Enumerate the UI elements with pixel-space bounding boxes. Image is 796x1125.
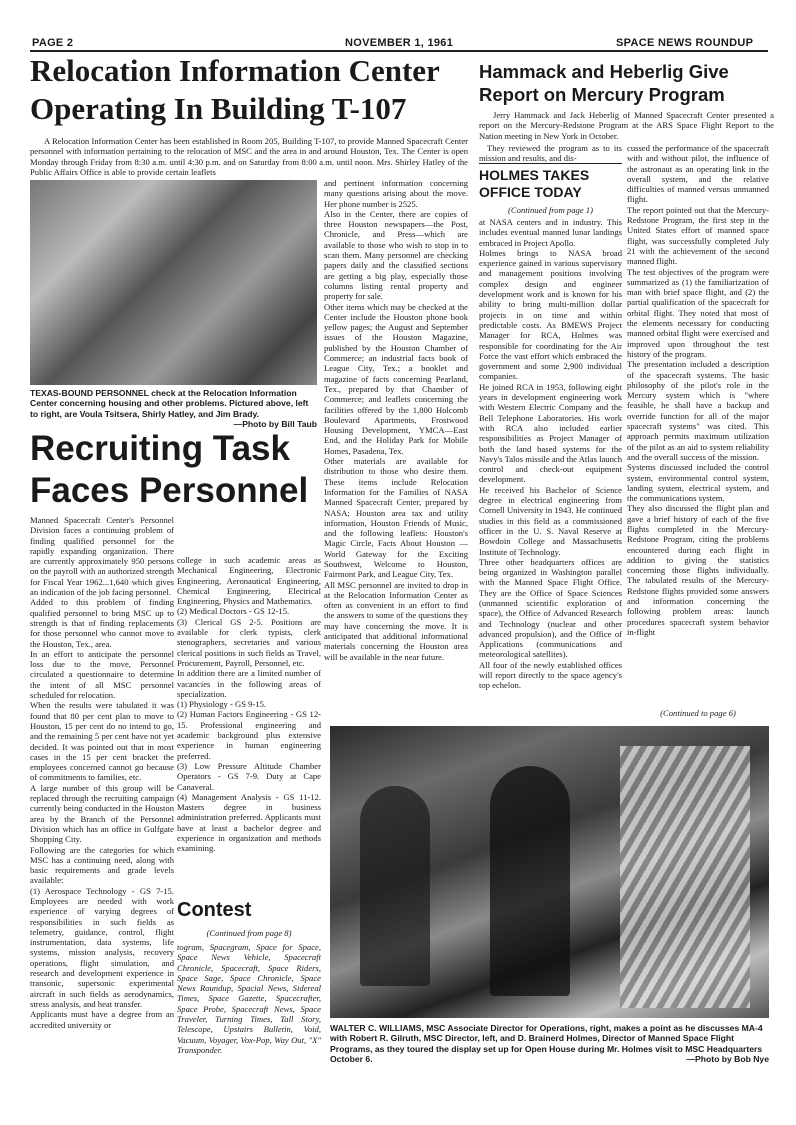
recruiting-headline-line2: Faces Personnel: [30, 471, 309, 510]
hammack-col-b: cussed the performance of the spacecraft with and without pilot, the influence of the astronaut as an operating link in the overall system, and the relative difficulties of manned versus unmanned flight. The report pointed out that the Mercury-Redstone Program, the first step in the United States effort of manned space flight, was successfully completed July 21 with the achievement of the second manned flight. The test objectives of the program were summarized as (1) the familiarization of man with brief space flight, and (2) the partial qualification of the spacecraft for orbital flight. They noted that most of the elements necessary for conducting manned orbital flight were exercised and improved upon throughout the test history of the program. The presentation included a description of the spacecraft systems. The basic philosophy of the pilot's role in the Mercury system which is "where feasible, he shall have a backup and override function for all of the major spacecraft systems" was cited. This approach permits maximum utilization of the pilot as an aid to system reliability and the overall success of the mission. Systems discussed included the control system, environmental control system, landing system, electrical system, and the communications system. They also discussed the flight plan and gave a brief history of each of the five flights completed in the Mercury-Redstone Program, citing the problems encountered during each flight in addition to giving the statistics concerning those flights individually. The tabulated results of the Mercury-Redstone flights provided some answers and information concerning the following problem areas: launch procedures spacecraft system behavior in-flight: [627, 143, 769, 637]
williams-photo-credit: —Photo by Bob Nye: [686, 1054, 769, 1065]
holmes-body: at NASA centers and in industry. This includes eventual manned lunar landings embraced in Project Apollo. Holmes brings to NASA broad experience gained in various supervisory and management positions involving complex design and engineer development work and is known for his ability to bring multi-million dollar projects in on time and within predictable costs. As BMEWS Project Manager for RCA, Holmes was responsible for coordinating for the Air Force the vast effort which embraced the government and some 2,900 individual companies. He joined RCA in 1953, following eight years in development engineering work with Western Electric Company and the Bell Telephone Laboratories. His work with RCA also included earlier responsibilities as Project Manager of both the land based systems for the Navy's Talos missile and the Atlas launch control and check-out equipment development. He received his Bachelor of Science degree in electrical engineering from Cornell University in 1943. He continued studies in this field as a commissioned officer in the U. S. Naval Reserve at Bowdoin College and Massachusetts Institute of Technology. Three other headquarters offices are being organized in Washington parallel with the Manned Space Flight Office. They are the Office of Space Sciences (unmanned scientific exploration of space), the Office of Advanced Research and Technology (nuclear and other advanced propulsion), and the Office of Applications (communications and meteorological satellites). All four of the newly established offices will report directly to the space agency's top echelon.: [479, 217, 622, 691]
hammack-col-a-top: They reviewed the program as to its mission and results, and dis-: [479, 143, 622, 164]
williams-caption: WALTER C. WILLIAMS, MSC Associate Director for Operations, right, makes a point as he discusses MA-4 with Robert R. Gilruth, MSC Director, left, and D. Brainerd Holmes, Director of Manned Space Flight Programs, as they toured the display set up for Open House during Mr. Holmes visit to MSC Headquarters October 6. —Photo by Bob Nye: [330, 1023, 769, 1065]
recruiting-headline: [30, 428, 320, 512]
relocation-headline: Relocation Information Center Operating In Building T-107: [30, 53, 440, 126]
recruiting-headline-line1: Recruiting Task: [30, 429, 290, 468]
hammack-lead: Jerry Hammack and Jack Heberlig of Manned Spacecraft Center presented a report on the Mercury-Redstone Program at the ARS Space Flight Report to the Nation meeting in New York in October.: [479, 110, 774, 141]
recruiting-col1: Manned Spacecraft Center's Personnel Division faces a continuing problem of finding qualified personnel for the rapidly expanding organization. There are currently approximately 950 persons on the payroll with an authorized strength for Fiscal Year 1962...1,640 which gives an indication of the job facing personnel. Added to this problem of finding qualified personnel to bring MSC up to strength is that of finding replacements for those personnel who cannot move to the Houston, Tex., area. In an effort to anticipate the personnel loss due to the move, Personnel circulated a questionnaire to determine the intent of all MSC personnel scheduled for relocation. When the results were tabulated it was found that 80 per cent plan to move to Houston, 15 per cent do no intend to go, and the remaining 5 per cent have not yet decided. It was pointed out that in most cases in the 15 per cent bracket the employees concerned cannot go because of commitments to families, etc. A large number of this group will be replaced through the recruiting campaign currently being conducted in the Houston area by the Branch of the Personnel Division which has an office in Gulfgate Shopping City. Following are the categories for which MSC has a continuing need, along with basic requirements and grade levels available: (1) Aerospace Technology - GS 7-15. Employees are needed with work experience of varying degrees of responsibilities in such fields as telemetry, guidance, control, flight instrumentation, data systems, life systems, mission analysis, recovery operations, flight simulation, and research and development experience in transonic, supersonic experimental aircraft in such fields as aerodynamics, stress analysis, and heat transfer. Applicants must have a degree from an accredited university or: [30, 515, 174, 1030]
photo-figure-right: [490, 766, 570, 996]
relocation-caption: TEXAS-BOUND PERSONNEL check at the Relocation Information Center concerning housing and other problems. Pictured above, left to right, are Voula Tsitsera, Shirly Hatley, and Jim Brady. —Photo by Bill Taub: [30, 388, 317, 430]
recruiting-col2: college in such academic areas as Mechanical Engineering, Electronic Engineering, Aeronautical Engineering, Chemical Engineering, Electrical Engineering, Physics and Mathematics. (2) Medical Doctors - GS 12-15. (3) Clerical GS 2-5. Positions are available for clerk typists, clerk stenographers, secretaries and various clerical positions in such fields as Travel, Procurement, Payroll, Personnel, etc. In addition there are a limited number of vacancies in the following areas of specialization. (1) Physiology - GS 9-15. (2) Human Factors Engineering - GS 12-15. Professional engineering and academic background plus extensive experience in human engineering preferred. (3) Low Pressure Altitude Chamber Operators - GS 7-9. Duty at Cape Canaveral. (4) Management Analysis - GS 11-12. Masters degree in business administration preferred. Applicants must have at least a bachelor degree and experience in organization and methods examining.: [177, 555, 321, 854]
contest-headline: Contest: [177, 899, 252, 921]
relocation-photo-credit: —Photo by Bill Taub: [233, 419, 317, 430]
holmes-headline: [479, 167, 622, 201]
contest-body: togram, Spacegram, Space for Space, Space News Vehicle, Spacecraft Chronicle, Spacecraft, Space Riders, Space Sage, Space Chronicle, Space News Roundup, Spacial News, Sidereal Times, Space Gazette, Spacecrafter, Space Probe, Spacecraft News, Space Traveler, Turning Times, Tall Story, Telescope, Upstairs Bulletin, Void, Vacuum, Voyager, Vox-Pop, Way Out, "X" Transponder.: [177, 942, 321, 1055]
holmes-continued: (Continued from page 1): [508, 205, 593, 215]
page-number: PAGE 2: [32, 37, 74, 49]
relocation-lead: A Relocation Information Center has been established in Room 205, Building T-107, to provide Manned Spacecraft Center personnel with information pertaining to the relocation of MSC and the area in and around Houston, Tex. The Center is open Monday through Friday from 8:30 a.m. until 4:30 p.m. and on Saturday from 8:00 a.m. until noon. Mrs. Shirley Hatley of the Public Affairs Office is able to provide certain leaflets: [30, 136, 468, 177]
paper-name: SPACE NEWS ROUNDUP: [616, 37, 754, 49]
hammack-headline: Hammack and Heberlig Give Report on Mercury Program: [479, 61, 729, 105]
photo-spacecraft: [620, 746, 750, 1008]
contest-continued: (Continued from page 8): [206, 928, 292, 938]
williams-photo: [330, 726, 769, 1018]
photo-figure-left: [360, 786, 430, 986]
holmes-headline-line1: HOLMES TAKES: [479, 167, 590, 183]
hammack-continued: (Continued to page 6): [660, 708, 736, 718]
relocation-photo: [30, 180, 317, 385]
issue-date: NOVEMBER 1, 1961: [345, 37, 454, 49]
holmes-headline-line2: OFFICE TODAY: [479, 184, 582, 200]
relocation-body: and pertinent information concerning many questions arising about the move. Her phone number is 2525. Also in the Center, there are copies of three Houston newspapers—the Post, Chronicle, and Press—which are available to those who wish to stop in to scan them. Many personnel are checking papers daily and the classified sections are getting a big play, especially those columns listing rental property and property for sale. Other items which may be checked at the Center include the Houston phone book yellow pages; the August and September issues of the Houston Magazine, published by the Houston Chamber of Commerce; an industrial facts book of League City, Tex.; a booklet and magazine of facts concerning Pearland, Tex., prepared by that Chamber of Commerce; and leaflets concerning the facilities offered by the 1,800 Holcomb Boulevard Apartments, Frostwood Housing Development, YMCA—East End, and the Holiday Park for Mobile Homes, Pasadena, Tex. Other materials are available for distribution to those who desire them. These items include Relocation Information for the Families of NASA Manned Spacecraft Center, prepared by NASA; Houston area tax and utility information, Houston Friends of Music, and the following leaflets: Houston's Magic Circle, Facts About Houston — World Gateway for the Exciting Southwest, Welcome to Houston, Fairmont Park, and League City, Tex. All MSC personnel are invited to drop in at the Relocation Information Center as often as convenient in an effort to find the answers to some of the questions they may have concerning the move. It is anticipated that additional informational materials concerning the Houston area will be available in the near future.: [324, 178, 468, 662]
holmes-rule: [479, 163, 622, 164]
